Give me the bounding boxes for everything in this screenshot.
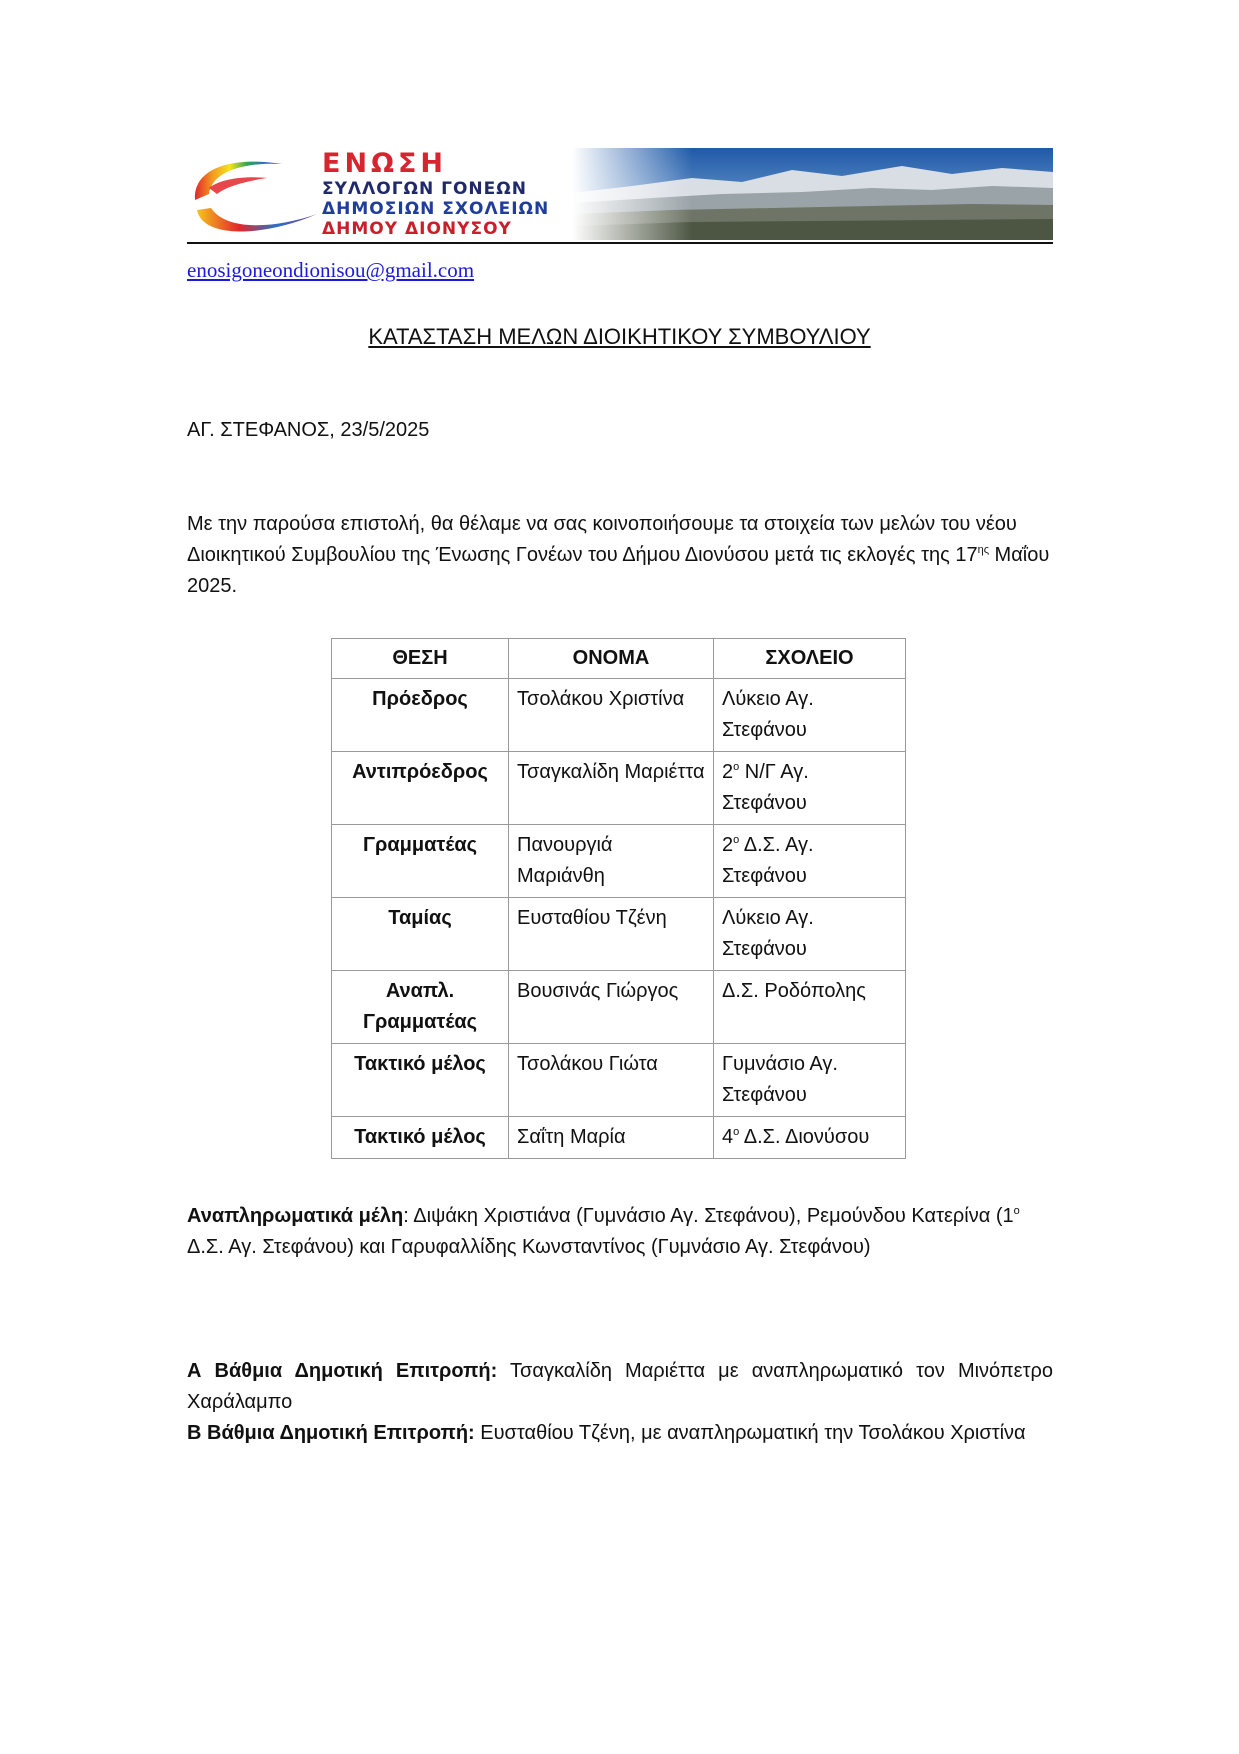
cell-school xyxy=(714,679,906,752)
school-text: Λύκειο Αγ. Στεφάνου xyxy=(722,907,814,960)
table-row xyxy=(332,825,906,898)
cell-name: Πανουργιά Μαριάνθη xyxy=(509,825,714,898)
document-title: ΚΑΤΑΣΤΑΣΗ ΜΕΛΩΝ ΔΙΟΙΚΗΤΙΚΟΥ ΣΥΜΒΟΥΛΙΟΥ xyxy=(368,324,871,349)
cell-name: Σαΐτη Μαρία xyxy=(509,1117,714,1159)
substitute-members-text-end: Δ.Σ. Αγ. Στεφάνου) και Γαρυφαλλίδης Κωνσταντίνος (Γυμνάσιο Αγ. Στεφάνου) xyxy=(187,1236,871,1258)
table-row xyxy=(332,679,906,752)
logo-line-3: ΔΗΜΟΥ ΔΙΟΝΥΣΟΥ xyxy=(322,219,512,239)
school-text: Λύκειο Αγ. Στεφάνου xyxy=(722,688,814,741)
school-ordinal: ο xyxy=(733,1126,740,1138)
school-ordinal: ο xyxy=(733,834,740,846)
cell-name: Ευσταθίου Τζένη xyxy=(509,898,714,971)
mountain-landscape-photo xyxy=(572,148,1053,240)
email-link[interactable]: enosigoneondionisou@gmail.com xyxy=(187,258,475,282)
school-text: Δ.Σ. Αγ. Στεφάνου xyxy=(722,834,814,887)
header-school: ΣΧΟΛΕΙΟ xyxy=(714,639,906,679)
school-ordinal: ο xyxy=(733,761,740,773)
table-row xyxy=(332,1044,906,1117)
cell-school xyxy=(714,1117,906,1159)
cell-role: Αναπλ. Γραμματέας xyxy=(332,971,509,1044)
cell-role: Γραμματέας xyxy=(332,825,509,898)
school-text: Δ.Σ. Διονύσου xyxy=(739,1126,870,1148)
intro-text-end: Μαΐου 2025. xyxy=(187,544,1050,597)
header-banner xyxy=(187,148,1053,245)
logo-title: ΕΝΩΣΗ xyxy=(322,148,448,179)
intro-text: Με την παρούσα επιστολή, θα θέλαμε να σας κοινοποιήσουμε τα στοιχεία των μελών του νέου Διοικητικού Συμβουλίου της Ένωσης Γονέων του Δήμου Διονύσου μετά τις εκλογές της 17 xyxy=(187,513,1017,566)
logo-line-1: ΣΥΛΛΟΓΩΝ ΓΟΝΕΩΝ xyxy=(322,179,527,199)
committee-b xyxy=(187,1418,1053,1449)
committee-b-text: Ευσταθίου Τζένη, με αναπληρωματική την Τσολάκου Χριστίνα xyxy=(474,1422,1026,1444)
cell-role: Πρόεδρος xyxy=(332,679,509,752)
school-text: Γυμνάσιο Αγ. Στεφάνου xyxy=(722,1053,838,1106)
table-row xyxy=(332,752,906,825)
school-number: 2 xyxy=(722,761,734,783)
committee-b-label: Β Βάθμια Δημοτική Επιτροπή: xyxy=(187,1422,475,1444)
school-text: Δ.Σ. Ροδόπολης xyxy=(722,980,866,1002)
cell-school xyxy=(714,1044,906,1117)
cell-name: Τσαγκαλίδη Μαριέττα xyxy=(509,752,714,825)
intro-superscript: ης xyxy=(977,544,989,556)
cell-school xyxy=(714,971,906,1044)
cell-name: Τσολάκου Γιώτα xyxy=(509,1044,714,1117)
cell-role: Τακτικό μέλος xyxy=(332,1117,509,1159)
substitute-ordinal: ο xyxy=(1013,1205,1020,1217)
rainbow-swirl-logo-icon xyxy=(187,148,327,240)
cell-role: Τακτικό μέλος xyxy=(332,1044,509,1117)
cell-name: Βουσινάς Γιώργος xyxy=(509,971,714,1044)
substitute-members-text: : Διψάκη Χριστιάνα (Γυμνάσιο Αγ. Στεφάνου), Ρεμούνδου Κατερίνα (1 xyxy=(403,1205,1014,1227)
cell-school xyxy=(714,825,906,898)
cell-school xyxy=(714,898,906,971)
cell-school xyxy=(714,752,906,825)
table-row xyxy=(332,898,906,971)
municipal-committees xyxy=(187,1356,1053,1449)
header-role: ΘΕΣΗ xyxy=(332,639,509,679)
cell-role: Αντιπρόεδρος xyxy=(332,752,509,825)
substitute-members-label: Αναπληρωματικά μέλη xyxy=(187,1205,404,1227)
header-name: ΟΝΟΜΑ xyxy=(509,639,714,679)
board-members-table xyxy=(331,638,906,1159)
place-date: ΑΓ. ΣΤΕΦΑΝΟΣ, 23/5/2025 xyxy=(187,419,430,441)
cell-role: Ταμίας xyxy=(332,898,509,971)
school-text: Ν/Γ Αγ. Στεφάνου xyxy=(722,761,809,814)
committee-a-text: Τσαγκαλίδη Μαριέττα με αναπληρωματικό τον Μινόπετρο Χαράλαμπο xyxy=(187,1360,1053,1413)
intro-paragraph xyxy=(187,509,1057,602)
header-divider xyxy=(187,242,1053,244)
logo-line-2: ΔΗΜΟΣΙΩΝ ΣΧΟΛΕΙΩΝ xyxy=(322,199,550,219)
table-row xyxy=(332,1117,906,1159)
substitute-members-paragraph xyxy=(187,1201,1057,1263)
committee-a xyxy=(187,1356,1053,1418)
school-number: 4 xyxy=(722,1126,734,1148)
cell-name: Τσολάκου Χριστίνα xyxy=(509,679,714,752)
table-header-row xyxy=(332,639,906,679)
committee-a-label: Α Βάθμια Δημοτική Επιτροπή: xyxy=(187,1360,498,1382)
school-number: 2 xyxy=(722,834,734,856)
table-row xyxy=(332,971,906,1044)
